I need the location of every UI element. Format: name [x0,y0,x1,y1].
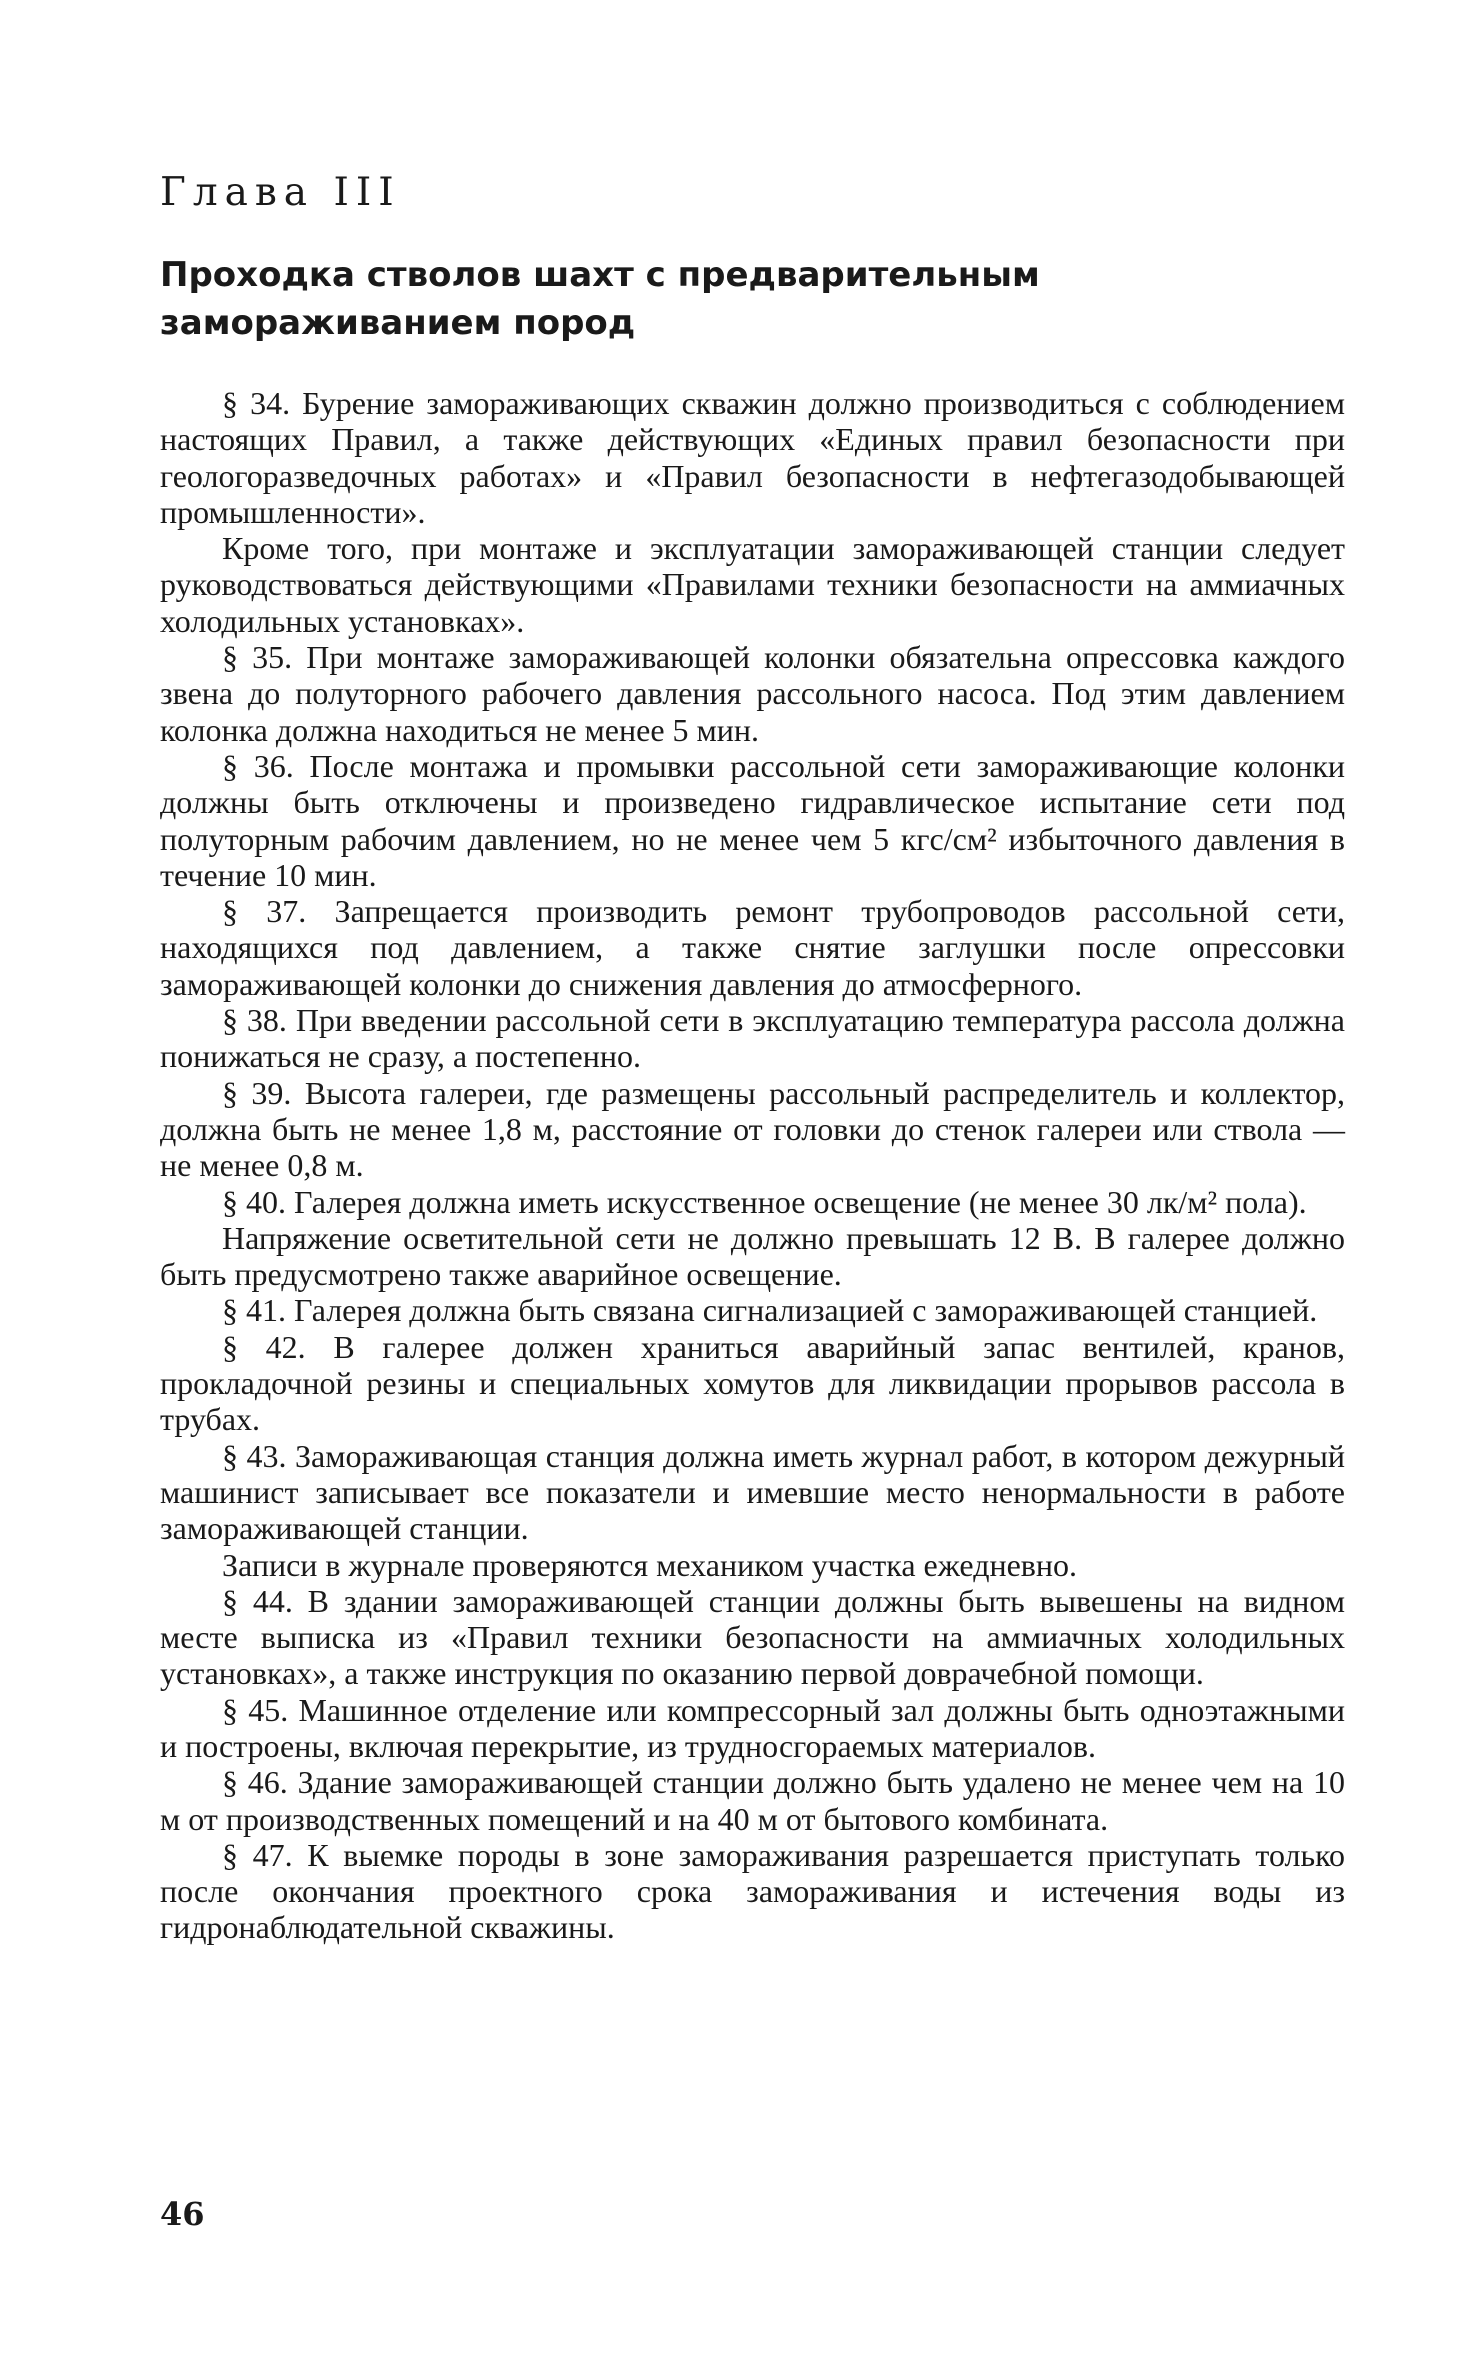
paragraph-38: § 38. При введении рассольной сети в эксплуатацию температура рассола должна понижаться не сразу, а постепенно. [160,1002,1345,1075]
paragraph-43-continued: Записи в журнале проверяются механиком участка ежедневно. [222,1546,1078,1583]
paragraph-37: § 37. Запрещается производить ремонт трубопроводов рассольной сети, находящихся под давлением, а также снятие заглушки после опрессовки замораживающей колонки до снижения давления до атмосферного. [160,893,1345,1002]
paragraph-43: § 43. Замораживающая станция должна иметь журнал работ, в котором дежурный машинист записывает все показатели и имевшие место ненормальности в работе замораживающей станции. [160,1437,1345,1547]
paragraph-34-continued: Кроме того, при монтаже и эксплуатации замораживающей станции следует руководствоваться действующими «Правилами техники безопасности на аммиачных холодильных установках». [160,530,1345,639]
paragraph-41: § 41. Галерея должна быть связана сигнализацией с замораживающей станцией. [222,1292,1318,1329]
chapter-title-line: Проходка стволов шахт с предварительным [160,255,1040,295]
paragraph-40: § 40. Галерея должна иметь искусственное освещение (не менее 30 лк/м² пола). [222,1183,1307,1220]
page-content [160,170,1345,1946]
chapter-title [160,251,1345,347]
paragraph-39: § 39. Высота галереи, где размещены рассольный распределитель и коллектор, должна быть не менее 1,8 м, расстояние от головки до стенок галереи или ствола — не менее 0,8 м. [160,1074,1345,1184]
paragraph-44: § 44. В здании замораживающей станции должны быть вывешены на видном месте выписка из «Правил техники безопасности на аммиачных холодильных установках», а также инструкция по оказанию первой доврачебной помощи. [160,1582,1345,1692]
body-text [160,385,1345,1946]
paragraph-36: § 36. После монтажа и промывки рассольной сети замораживающие колонки должны быть отключены и произведено гидравлическое испытание сети под полуторным рабочим давлением, но не менее чем 5 кгс/см² избыточного давления в течение 10 мин. [160,747,1345,893]
paragraph-47: § 47. К выемке породы в зоне замораживания разрешается приступать только после окончания проектного срока замораживания и истечения воды из гидронаблюдательной скважины. [160,1836,1345,1946]
paragraph-46: § 46. Здание замораживающей станции должно быть удалено не менее чем на 10 м от производственных помещений и на 40 м от бытового комбината. [160,1764,1345,1837]
paragraph-42: § 42. В галерее должен храниться аварийный запас вентилей, кранов, прокладочной резины и специальных хомутов для ликвидации прорывов рассола в трубах. [160,1328,1345,1438]
chapter-label: Глава III [160,170,401,215]
page-number: 46 [160,2195,205,2233]
paragraph-40-continued: Напряжение осветительной сети не должно превышать 12 В. В галерее должно быть предусмотрено также аварийное освещение. [160,1219,1345,1293]
paragraph-34: § 34. Бурение замораживающих скважин должно производиться с соблюдением настоящих Правил, а также действующих «Единых правил безопасности при геологоразведочных работах» и «Правил безопасности в нефтегазодобывающей промышленности». [160,385,1345,530]
paragraph-45: § 45. Машинное отделение или компрессорный зал должны быть одноэтажными и построены, включая перекрытие, из трудносгораемых материалов. [160,1691,1345,1764]
paragraph-35: § 35. При монтаже замораживающей колонки обязательна опрессовка каждого звена до полуторного рабочего давления рассольного насоса. Под этим давлением колонка должна находиться не менее 5 мин. [160,639,1345,748]
chapter-title-line: замораживанием пород [160,303,636,343]
